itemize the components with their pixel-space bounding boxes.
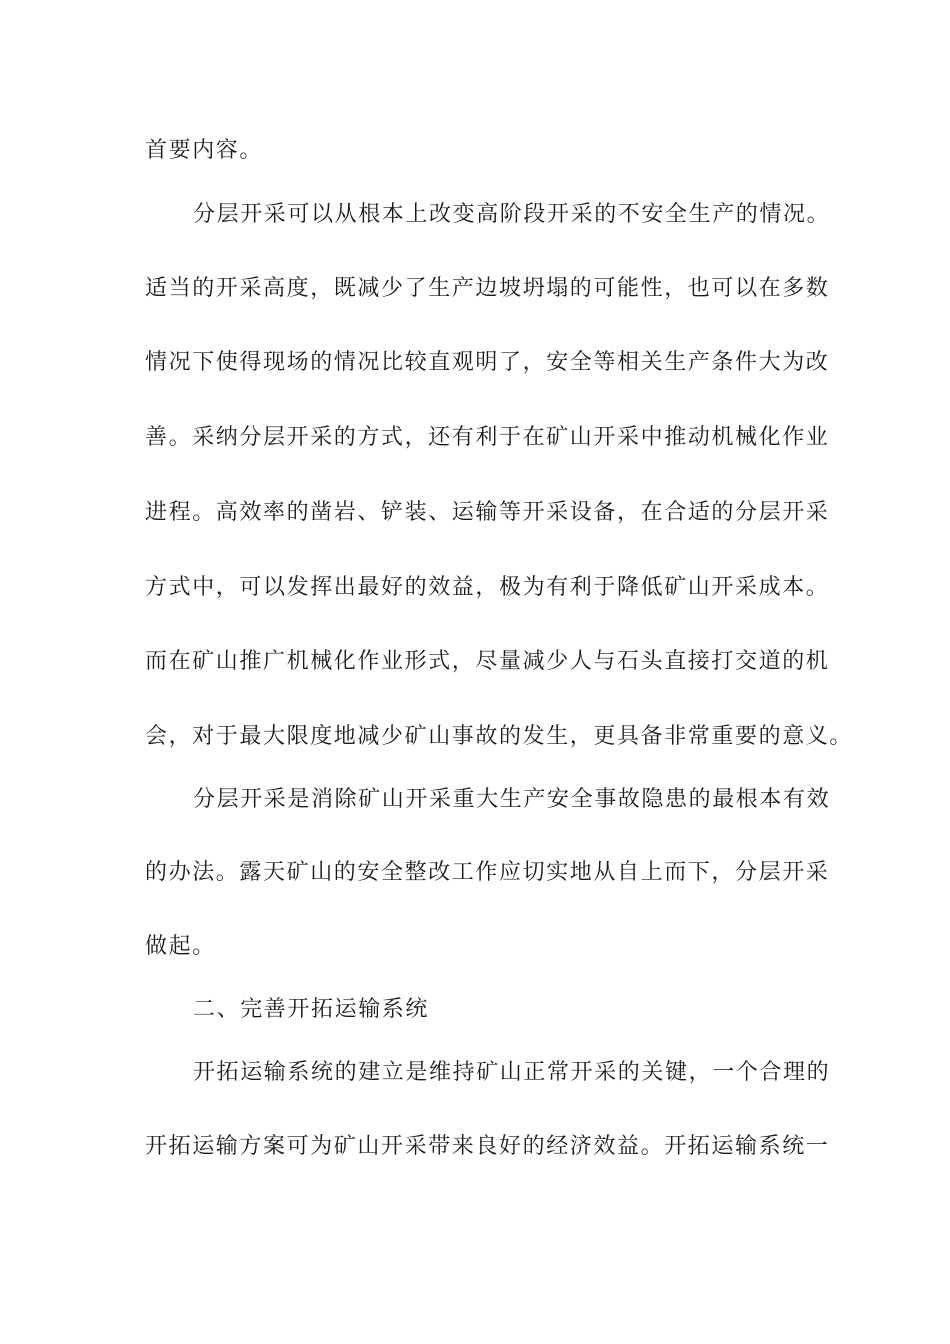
text-line: 做起。 (145, 934, 216, 959)
text-line: 的办法。露天矿山的安全整改工作应切实地从自上而下，分层开采 (145, 860, 830, 885)
paragraph-first-line: 分层开采可以从根本上改变高阶段开采的不安全生产的情况。 (193, 202, 831, 227)
text-line: 方式中，可以发挥出最好的效益，极为有利于降低矿山开采成本。 (145, 575, 830, 600)
text-line: 开拓运输方案可为矿山开采带来良好的经济效益。开拓运输系统一 (145, 1134, 830, 1159)
text-line: 首要内容。 (145, 138, 264, 163)
text-line: 善。采纳分层开采的方式，还有利于在矿山开采中推动机械化作业 (145, 425, 830, 450)
section-heading: 二、完善开拓运输系统 (193, 997, 430, 1022)
text-line: 进程。高效率的凿岩、铲装、运输等开采设备，在合适的分层开采 (145, 500, 830, 525)
paragraph-first-line: 开拓运输系统的建立是维持矿山正常开采的关键，一个合理的 (193, 1060, 831, 1085)
paragraph-first-line: 分层开采是消除矿山开采重大生产安全事故隐患的最根本有效 (193, 787, 831, 812)
text-line: 情况下使得现场的情况比较直观明了，安全等相关生产条件大为改 (145, 350, 830, 375)
text-line: 而在矿山推广机械化作业形式，尽量减少人与石头直接打交道的机 (145, 649, 830, 674)
text-line: 适当的开采高度，既减少了生产边坡坍塌的可能性，也可以在多数 (145, 276, 830, 301)
text-line: 会，对于最大限度地减少矿山事故的发生，更具备非常重要的意义。 (145, 724, 854, 749)
